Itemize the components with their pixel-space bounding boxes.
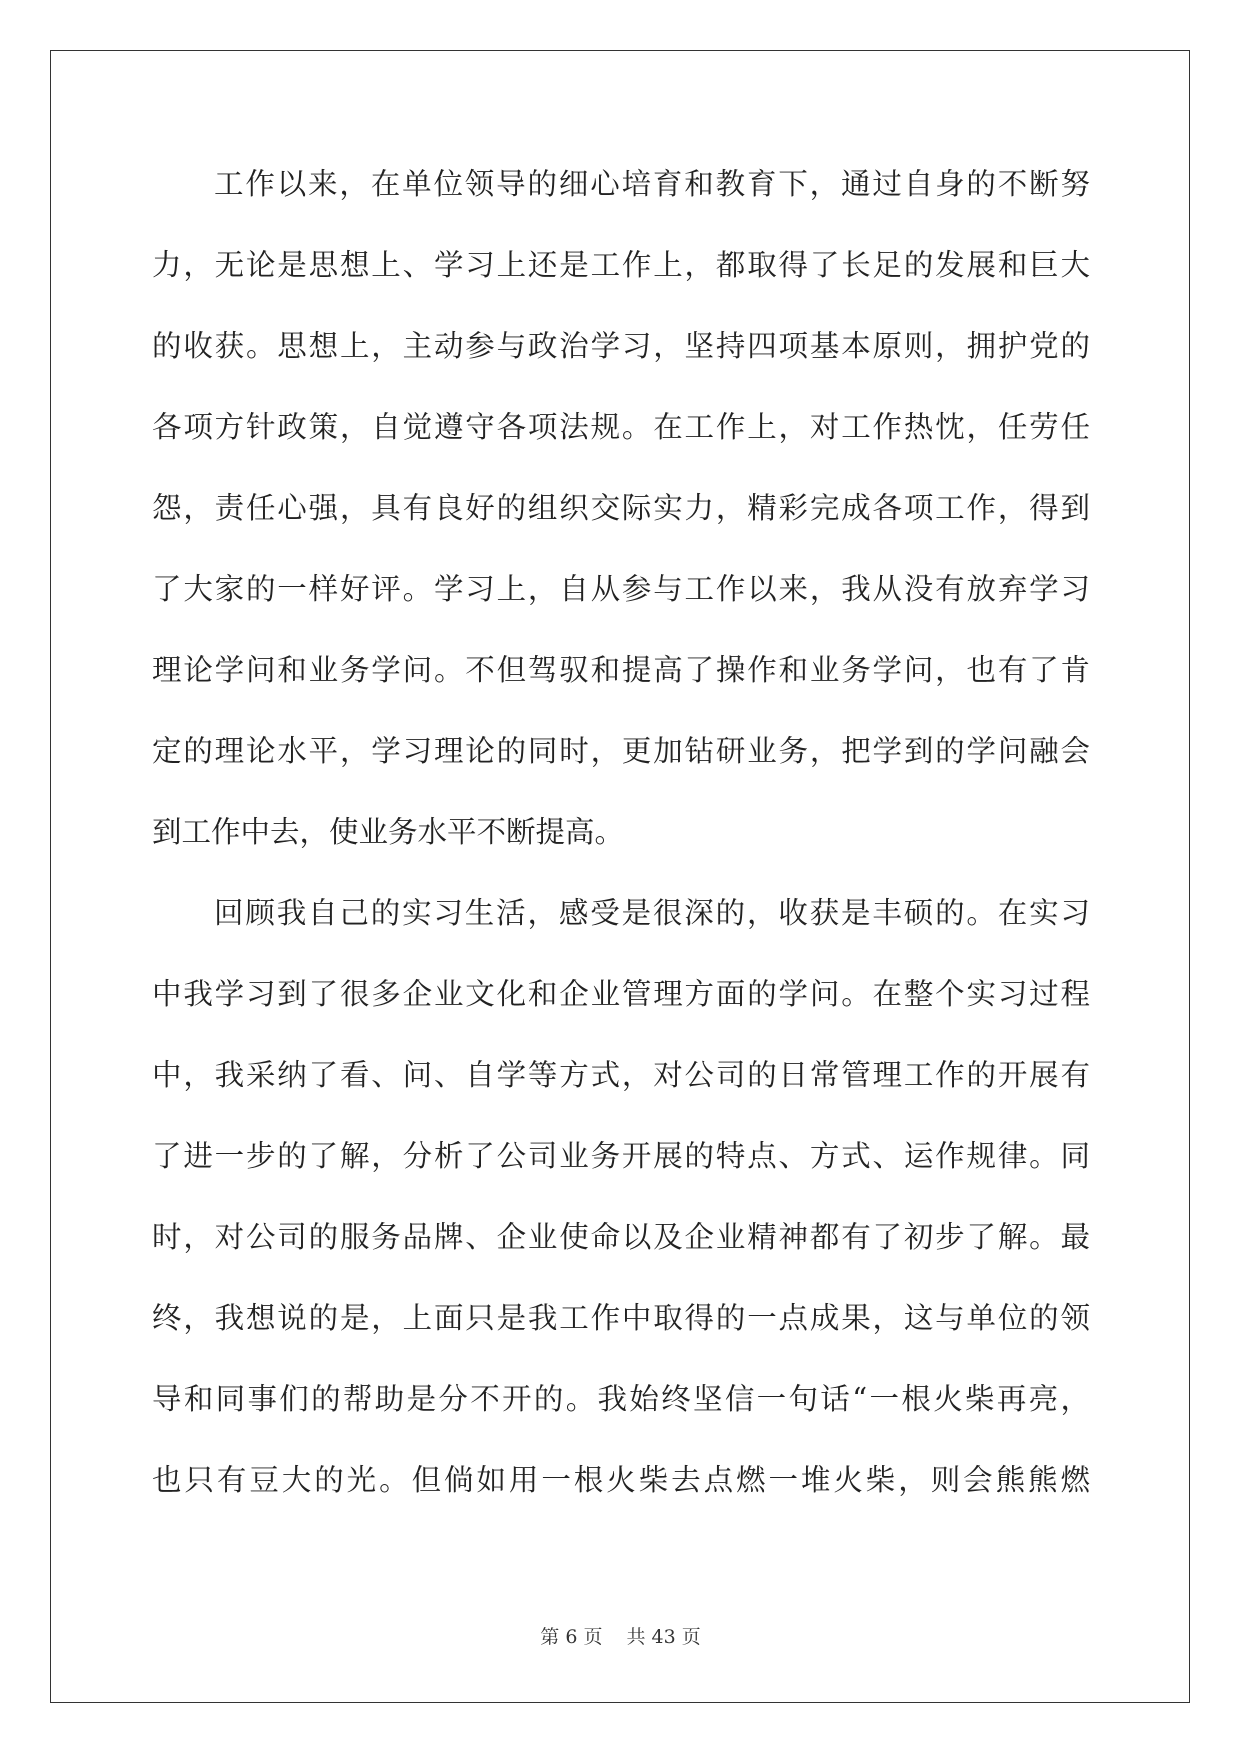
paragraph-1-line [152, 800, 1090, 881]
text-line: 中我学习到了很多企业文化和企业管理方面的学问。在整个实习过程 [152, 977, 1090, 1011]
text-line: 的收获。思想上，主动参与政治学习，坚持四项基本原则，拥护党的 [152, 329, 1090, 363]
paragraph-2-line [152, 1286, 1090, 1367]
text-line: 回顾我自己的实习生活，感受是很深的，收获是丰硕的。在实习 [214, 896, 1090, 930]
paragraph-1-line [152, 233, 1090, 314]
text-line: 定的理论水平，学习理论的同时，更加钻研业务，把学到的学问融会 [152, 734, 1090, 768]
text-line: 力，无论是思想上、学习上还是工作上，都取得了长足的发展和巨大 [152, 248, 1090, 282]
paragraph-2-line [152, 962, 1090, 1043]
text-line: 终，我想说的是，上面只是我工作中取得的一点成果，这与单位的领 [152, 1301, 1090, 1335]
paragraph-2-line [152, 1043, 1090, 1124]
text-line: 到工作中去，使业务水平不断提高。 [152, 815, 625, 849]
paragraph-1-line [152, 557, 1090, 638]
text-line: 工作以来，在单位领导的细心培育和教育下，通过自身的不断努 [214, 167, 1090, 201]
page-number: 第 6 页 [540, 1626, 603, 1648]
text-line: 各项方针政策，自觉遵守各项法规。在工作上，对工作热忱，任劳任 [152, 410, 1090, 444]
text-line: 怨，责任心强，具有良好的组织交际实力，精彩完成各项工作，得到 [152, 491, 1090, 525]
text-line: 理论学问和业务学问。不但驾驭和提高了操作和业务学问，也有了肯 [152, 653, 1090, 687]
paragraph-1-line [152, 719, 1090, 800]
paragraph-2-line [152, 1367, 1090, 1448]
paragraph-1-line [152, 395, 1090, 476]
page-total: 共 43 页 [626, 1626, 701, 1648]
paragraph-2-line [152, 1448, 1090, 1529]
paragraph-1-line [152, 476, 1090, 557]
text-line: 也只有豆大的光。但倘如用一根火柴去点燃一堆火柴，则会熊熊燃 [152, 1463, 1090, 1497]
paragraph-1-line [152, 152, 1090, 233]
page-footer [0, 1622, 1241, 1649]
paragraph-2-line [152, 1205, 1090, 1286]
paragraph-2-line [152, 881, 1090, 962]
paragraph-1-line [152, 638, 1090, 719]
paragraph-2-line [152, 1124, 1090, 1205]
document-body [152, 152, 1090, 1529]
text-line: 时，对公司的服务品牌、企业使命以及企业精神都有了初步了解。最 [152, 1220, 1090, 1254]
paragraph-1-line [152, 314, 1090, 395]
text-line: 中，我采纳了看、问、自学等方式，对公司的日常管理工作的开展有 [152, 1058, 1090, 1092]
text-line: 了进一步的了解，分析了公司业务开展的特点、方式、运作规律。同 [152, 1139, 1090, 1173]
text-line: 导和同事们的帮助是分不开的。我始终坚信一句话“一根火柴再亮， [152, 1382, 1090, 1416]
text-line: 了大家的一样好评。学习上，自从参与工作以来，我从没有放弃学习 [152, 572, 1090, 606]
